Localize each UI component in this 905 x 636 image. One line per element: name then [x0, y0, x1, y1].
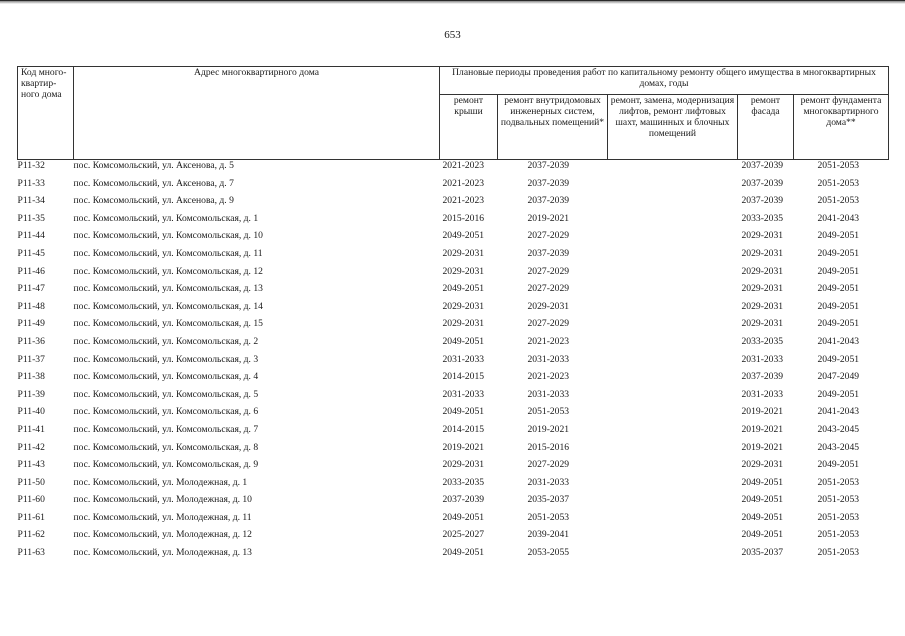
cell-building-code: P11-61	[17, 511, 45, 523]
cell-engineering-period: 2021-2023	[527, 371, 570, 383]
table-row	[18, 371, 889, 389]
cell-roof-period: 2029-2031	[442, 265, 485, 277]
page-number: 653	[444, 29, 461, 41]
cell-address: пос. Комсомольский, ул. Комсомольская, д. 8	[73, 441, 259, 453]
cell-building-code: P11-60	[17, 494, 45, 506]
cell-facade-period: 2049-2051	[741, 476, 784, 488]
cell-roof-period: 2014-2015	[442, 423, 485, 435]
cell-lift-period	[608, 512, 738, 530]
cell-roof-period: 2049-2051	[442, 283, 485, 295]
cell-address: пос. Комсомольский, ул. Комсомольская, д. 12	[73, 265, 263, 277]
cell-lift-period	[608, 195, 738, 213]
cell-building-code: P11-32	[18, 160, 74, 178]
cell-foundation-period: 2049-2051	[817, 247, 860, 259]
cell-facade-period: 2037-2039	[741, 177, 784, 189]
cell-foundation-period: 2049-2051	[817, 353, 860, 365]
header-lift-repair: ремонт, замена, модернизация лифтов, ремонт лифтовых шахт, машинных и блочных помещений	[608, 95, 738, 160]
cell-address: пос. Комсомольский, ул. Комсомольская, д. 9	[73, 459, 259, 471]
cell-facade-period: 2031-2033	[741, 388, 784, 400]
cell-address: пос. Комсомольский, ул. Комсомольская, д. 14	[73, 300, 263, 312]
cell-foundation-period: 2049-2051	[817, 230, 860, 242]
cell-facade-period: 2029-2031	[741, 230, 784, 242]
cell-address: пос. Комсомольский, ул. Аксенова, д. 9	[73, 195, 234, 207]
cell-engineering-period: 2021-2023	[527, 335, 570, 347]
cell-lift-period	[608, 213, 738, 231]
cell-building-code: P11-63	[17, 547, 45, 559]
cell-address: пос. Комсомольский, ул. Молодежная, д. 10	[73, 494, 252, 506]
cell-lift-period	[608, 336, 738, 354]
table-row	[18, 160, 889, 178]
cell-foundation-period: 2043-2045	[817, 423, 860, 435]
repair-schedule-table	[17, 66, 889, 565]
cell-address: пос. Комсомольский, ул. Комсомольская, д. 11	[73, 247, 263, 259]
cell-engineering-period: 2035-2037	[527, 494, 570, 506]
cell-facade-period: 2029-2031	[741, 318, 784, 330]
cell-address: пос. Комсомольский, ул. Молодежная, д. 11	[73, 511, 252, 523]
header-roof-repair: ремонт крыши	[440, 95, 498, 160]
table-row	[18, 336, 889, 354]
cell-building-code: P11-44	[17, 230, 45, 242]
cell-facade-period: 2019-2021	[741, 423, 784, 435]
cell-building-code: P11-43	[17, 459, 45, 471]
cell-roof-period: 2037-2039	[442, 494, 485, 506]
cell-foundation-period: 2051-2053	[817, 511, 860, 523]
cell-facade-period: 2037-2039	[741, 371, 784, 383]
cell-facade-period: 2019-2021	[741, 441, 784, 453]
cell-foundation-period: 2051-2053	[794, 160, 889, 178]
cell-facade-period: 2049-2051	[741, 529, 784, 541]
cell-roof-period: 2049-2051	[442, 547, 485, 559]
cell-roof-period: 2049-2051	[442, 335, 485, 347]
cell-address: пос. Комсомольский, ул. Аксенова, д. 5	[74, 160, 440, 178]
cell-engineering-period: 2019-2021	[527, 423, 570, 435]
cell-roof-period: 2021-2023	[442, 195, 485, 207]
cell-address: пос. Комсомольский, ул. Комсомольская, д. 5	[73, 388, 259, 400]
header-planned-periods: Плановые периоды проведения работ по капитальному ремонту общего имущества в многоквартирных домах, годы	[440, 67, 889, 95]
cell-engineering-period: 2027-2029	[527, 265, 570, 277]
cell-foundation-period: 2041-2043	[817, 406, 860, 418]
cell-engineering-period: 2031-2033	[527, 476, 570, 488]
cell-roof-period: 2015-2016	[442, 212, 485, 224]
cell-engineering-period: 2027-2029	[527, 459, 570, 471]
cell-building-code: P11-34	[17, 195, 45, 207]
top-border-rule	[0, 0, 905, 4]
table-row	[18, 547, 889, 565]
cell-engineering-period: 2027-2029	[527, 318, 570, 330]
cell-foundation-period: 2051-2053	[817, 547, 860, 559]
cell-lift-period	[608, 266, 738, 284]
cell-foundation-period: 2049-2051	[817, 459, 860, 471]
table-row	[18, 406, 889, 424]
cell-address: пос. Комсомольский, ул. Комсомольская, д. 1	[73, 212, 259, 224]
cell-facade-period: 2029-2031	[741, 300, 784, 312]
cell-building-code: P11-47	[17, 283, 45, 295]
cell-engineering-period: 2053-2055	[527, 547, 570, 559]
cell-lift-period	[608, 371, 738, 389]
cell-address: пос. Комсомольский, ул. Комсомольская, д. 4	[73, 371, 259, 383]
cell-address: пос. Комсомольский, ул. Комсомольская, д. 6	[73, 406, 259, 418]
cell-building-code: P11-62	[17, 529, 45, 541]
cell-engineering-period: 2029-2031	[527, 300, 570, 312]
cell-address: пос. Комсомольский, ул. Комсомольская, д. 13	[73, 283, 263, 295]
cell-engineering-period: 2015-2016	[527, 441, 570, 453]
cell-engineering-period: 2051-2053	[527, 511, 570, 523]
cell-foundation-period: 2049-2051	[817, 300, 860, 312]
table-row	[18, 459, 889, 477]
cell-foundation-period: 2051-2053	[817, 494, 860, 506]
cell-building-code: P11-38	[17, 371, 45, 383]
cell-building-code: P11-46	[17, 265, 45, 277]
cell-lift-period	[608, 178, 738, 196]
cell-engineering-period: 2027-2029	[527, 283, 570, 295]
cell-facade-period: 2037-2039	[738, 160, 794, 178]
cell-foundation-period: 2051-2053	[817, 177, 860, 189]
cell-facade-period: 2033-2035	[741, 212, 784, 224]
cell-building-code: P11-42	[17, 441, 45, 453]
cell-facade-period: 2031-2033	[741, 353, 784, 365]
cell-address: пос. Комсомольский, ул. Комсомольская, д. 2	[73, 335, 259, 347]
cell-engineering-period: 2051-2053	[527, 406, 570, 418]
cell-foundation-period: 2047-2049	[817, 371, 860, 383]
cell-address: пос. Комсомольский, ул. Молодежная, д. 1	[73, 476, 248, 488]
table-row	[18, 354, 889, 372]
cell-building-code: P11-35	[17, 212, 45, 224]
cell-foundation-period: 2051-2053	[817, 195, 860, 207]
cell-engineering-period: 2031-2033	[527, 388, 570, 400]
cell-foundation-period: 2049-2051	[817, 318, 860, 330]
cell-lift-period	[608, 230, 738, 248]
header-facade-repair: ремонт фасада	[738, 95, 794, 160]
cell-lift-period	[608, 283, 738, 301]
cell-facade-period: 2019-2021	[741, 406, 784, 418]
table-row	[18, 178, 889, 196]
header-foundation-repair: ремонт фундамента многоквартирного дома**	[794, 95, 889, 160]
cell-roof-period: 2033-2035	[442, 476, 485, 488]
cell-building-code: P11-41	[17, 423, 45, 435]
cell-facade-period: 2029-2031	[741, 459, 784, 471]
cell-engineering-period: 2037-2039	[527, 195, 570, 207]
table-row	[18, 318, 889, 336]
cell-roof-period: 2029-2031	[442, 247, 485, 259]
cell-lift-period	[608, 459, 738, 477]
header-address: Адрес многоквартирного дома	[74, 67, 440, 160]
cell-roof-period: 2021-2023	[440, 160, 498, 178]
table-row	[18, 424, 889, 442]
cell-engineering-period: 2039-2041	[527, 529, 570, 541]
header-building-code: Код много-квартир-ного дома	[18, 67, 74, 160]
cell-lift-period	[608, 406, 738, 424]
cell-facade-period: 2049-2051	[741, 511, 784, 523]
cell-engineering-period: 2037-2039	[527, 247, 570, 259]
table-body	[18, 160, 889, 565]
cell-roof-period: 2025-2027	[442, 529, 485, 541]
cell-lift-period	[608, 424, 738, 442]
cell-building-code: P11-50	[17, 476, 45, 488]
cell-facade-period: 2029-2031	[741, 265, 784, 277]
cell-address: пос. Комсомольский, ул. Молодежная, д. 12	[73, 529, 252, 541]
cell-roof-period: 2019-2021	[442, 441, 485, 453]
cell-roof-period: 2014-2015	[442, 371, 485, 383]
cell-building-code: P11-45	[17, 247, 45, 259]
cell-lift-period	[608, 318, 738, 336]
cell-engineering-period: 2037-2039	[498, 160, 608, 178]
cell-address: пос. Комсомольский, ул. Аксенова, д. 7	[73, 177, 234, 189]
cell-roof-period: 2029-2031	[442, 318, 485, 330]
cell-address: пос. Комсомольский, ул. Комсомольская, д. 15	[73, 318, 263, 330]
table-row	[18, 266, 889, 284]
cell-address: пос. Комсомольский, ул. Комсомольская, д. 10	[73, 230, 263, 242]
table-row	[18, 230, 889, 248]
cell-lift-period	[608, 442, 738, 460]
table-row	[18, 512, 889, 530]
table-row	[18, 213, 889, 231]
table-row	[18, 389, 889, 407]
table-row	[18, 477, 889, 495]
cell-foundation-period: 2051-2053	[817, 529, 860, 541]
cell-lift-period	[608, 354, 738, 372]
cell-address: пос. Комсомольский, ул. Комсомольская, д. 7	[73, 423, 259, 435]
cell-building-code: P11-39	[17, 388, 45, 400]
cell-roof-period: 2031-2033	[442, 388, 485, 400]
cell-foundation-period: 2041-2043	[817, 335, 860, 347]
cell-foundation-period: 2051-2053	[817, 476, 860, 488]
table-row	[18, 494, 889, 512]
cell-facade-period: 2029-2031	[741, 247, 784, 259]
cell-foundation-period: 2049-2051	[817, 388, 860, 400]
cell-lift-period	[608, 477, 738, 495]
header-engineering-systems-repair: ремонт внутридомовых инженерных систем, подвальных помещений*	[498, 95, 608, 160]
cell-facade-period: 2037-2039	[741, 195, 784, 207]
cell-lift-period	[608, 529, 738, 547]
table-row	[18, 529, 889, 547]
cell-engineering-period: 2037-2039	[527, 177, 570, 189]
cell-roof-period: 2029-2031	[442, 459, 485, 471]
cell-roof-period: 2049-2051	[442, 406, 485, 418]
cell-roof-period: 2049-2051	[442, 511, 485, 523]
table-row	[18, 301, 889, 319]
cell-building-code: P11-37	[17, 353, 45, 365]
cell-foundation-period: 2049-2051	[817, 283, 860, 295]
cell-facade-period: 2049-2051	[741, 494, 784, 506]
cell-roof-period: 2021-2023	[442, 177, 485, 189]
cell-roof-period: 2049-2051	[442, 230, 485, 242]
cell-facade-period: 2033-2035	[741, 335, 784, 347]
cell-facade-period: 2035-2037	[741, 547, 784, 559]
cell-lift-period	[608, 248, 738, 266]
cell-foundation-period: 2041-2043	[817, 212, 860, 224]
cell-lift-period	[608, 494, 738, 512]
cell-foundation-period: 2049-2051	[817, 265, 860, 277]
cell-roof-period: 2031-2033	[442, 353, 485, 365]
cell-building-code: P11-33	[17, 177, 45, 189]
cell-foundation-period: 2043-2045	[817, 441, 860, 453]
table-row	[18, 442, 889, 460]
cell-engineering-period: 2031-2033	[527, 353, 570, 365]
cell-lift-period	[608, 301, 738, 319]
cell-lift-period	[608, 547, 738, 565]
cell-address: пос. Комсомольский, ул. Комсомольская, д. 3	[73, 353, 259, 365]
cell-building-code: P11-40	[17, 406, 45, 418]
cell-address: пос. Комсомольский, ул. Молодежная, д. 13	[73, 547, 252, 559]
cell-lift-period	[608, 160, 738, 178]
cell-building-code: P11-36	[17, 335, 45, 347]
cell-lift-period	[608, 389, 738, 407]
cell-building-code: P11-49	[17, 318, 45, 330]
cell-engineering-period: 2027-2029	[527, 230, 570, 242]
cell-facade-period: 2029-2031	[741, 283, 784, 295]
table-row	[18, 283, 889, 301]
cell-engineering-period: 2019-2021	[527, 212, 570, 224]
table-row	[18, 195, 889, 213]
cell-building-code: P11-48	[17, 300, 45, 312]
cell-roof-period: 2029-2031	[442, 300, 485, 312]
table-row	[18, 248, 889, 266]
